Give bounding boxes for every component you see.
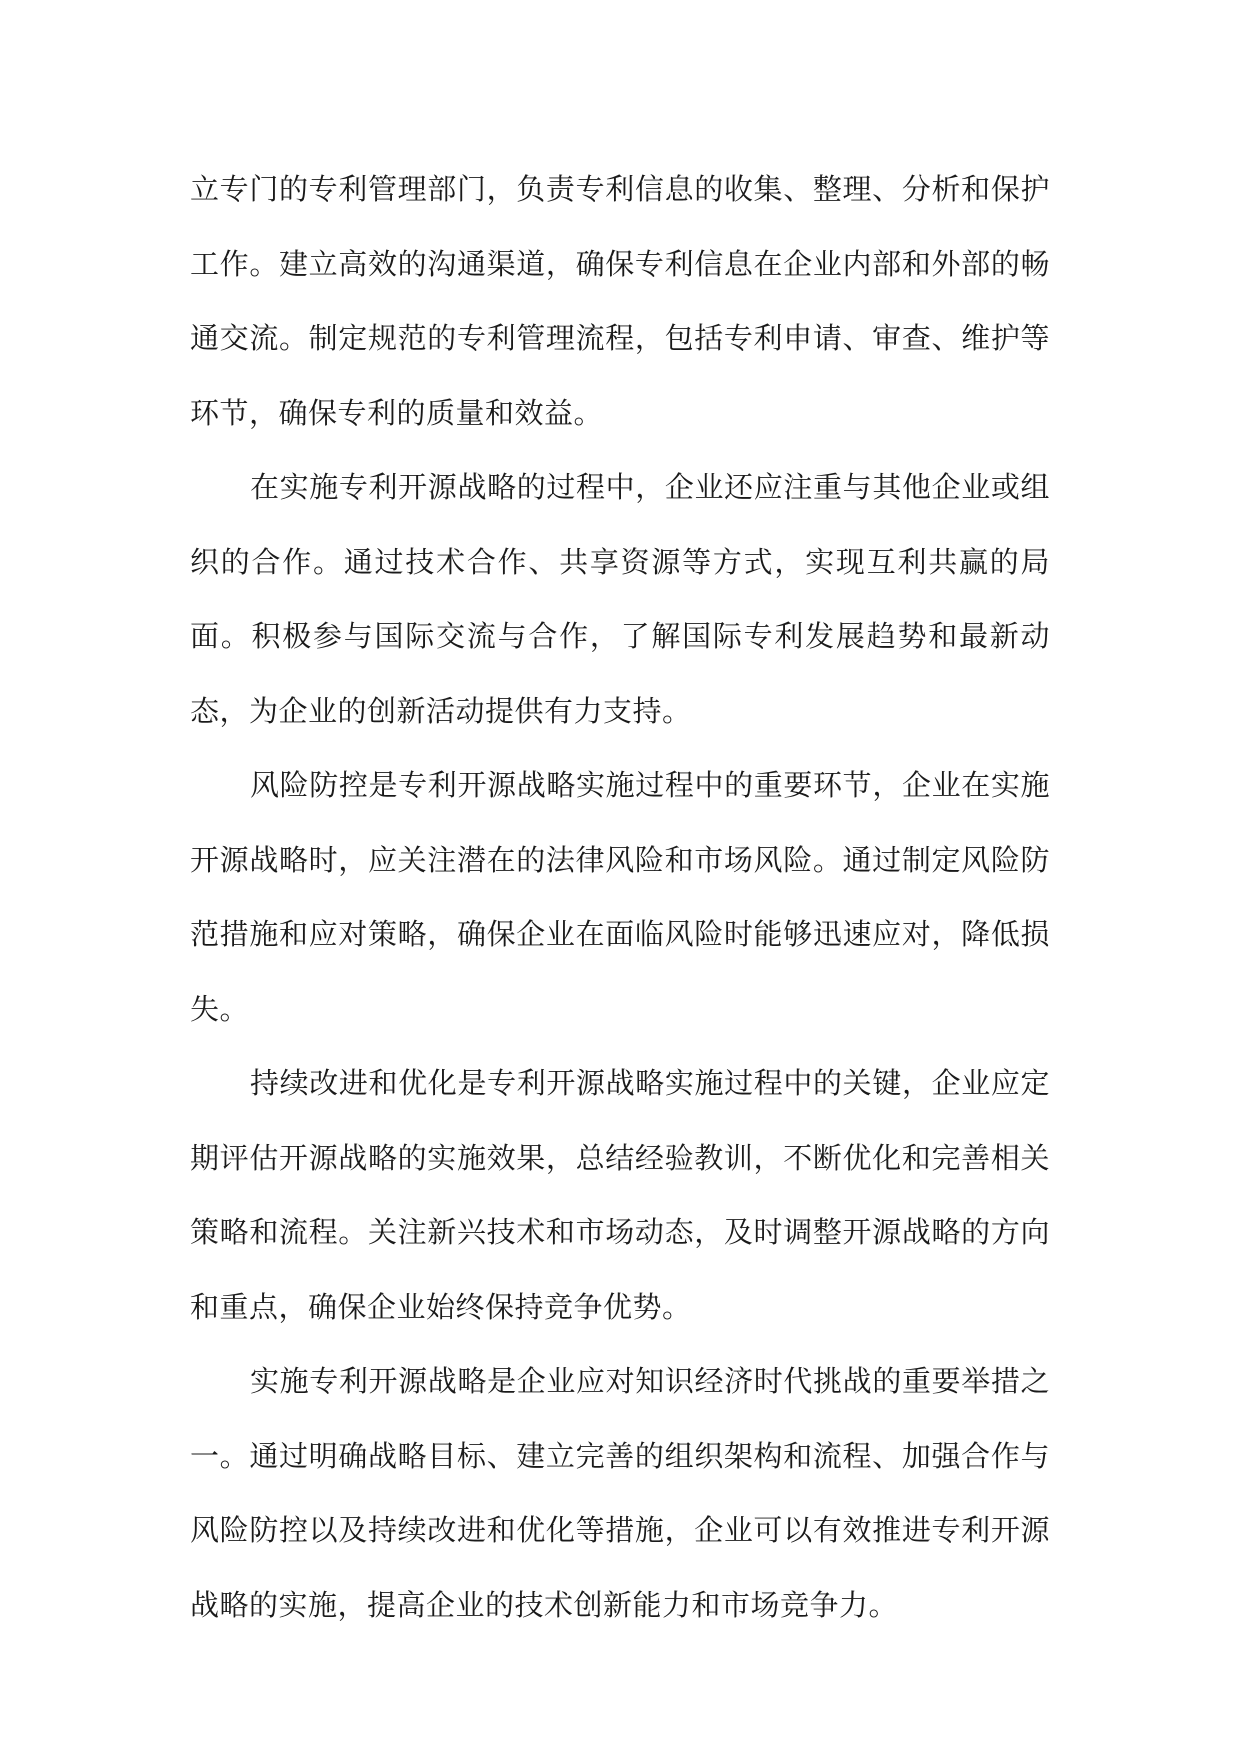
paragraph-cooperation: 在实施专利开源战略的过程中，企业还应注重与其他企业或组织的合作。通过技术合作、共享资源等方式，实现互利共赢的局面。积极参与国际交流与合作，了解国际专利发展趋势和最新动态，为企业的创新活动提供有力支持。 bbox=[190, 470, 1050, 728]
paragraph-continuation: 立专门的专利管理部门，负责专利信息的收集、整理、分析和保护工作。建立高效的沟通渠道，确保专利信息在企业内部和外部的畅通交流。制定规范的专利管理流程，包括专利申请、审查、维护等环节，确保专利的质量和效益。 bbox=[190, 172, 1050, 430]
paragraph-conclusion: 实施专利开源战略是企业应对知识经济时代挑战的重要举措之一。通过明确战略目标、建立完善的组织架构和流程、加强合作与风险防控以及持续改进和优化等措施，企业可以有效推进专利开源战略的实施，提高企业的技术创新能力和市场竞争力。 bbox=[190, 1364, 1050, 1622]
paragraph-continuous-improvement: 持续改进和优化是专利开源战略实施过程中的关键，企业应定期评估开源战略的实施效果，总结经验教训，不断优化和完善相关策略和流程。关注新兴技术和市场动态，及时调整开源战略的方向和重点，确保企业始终保持竞争优势。 bbox=[190, 1066, 1050, 1324]
body-text bbox=[190, 152, 1050, 1642]
paragraph-risk-control: 风险防控是专利开源战略实施过程中的重要环节，企业在实施开源战略时，应关注潜在的法律风险和市场风险。通过制定风险防范措施和应对策略，确保企业在面临风险时能够迅速应对，降低损失。 bbox=[190, 768, 1050, 1026]
